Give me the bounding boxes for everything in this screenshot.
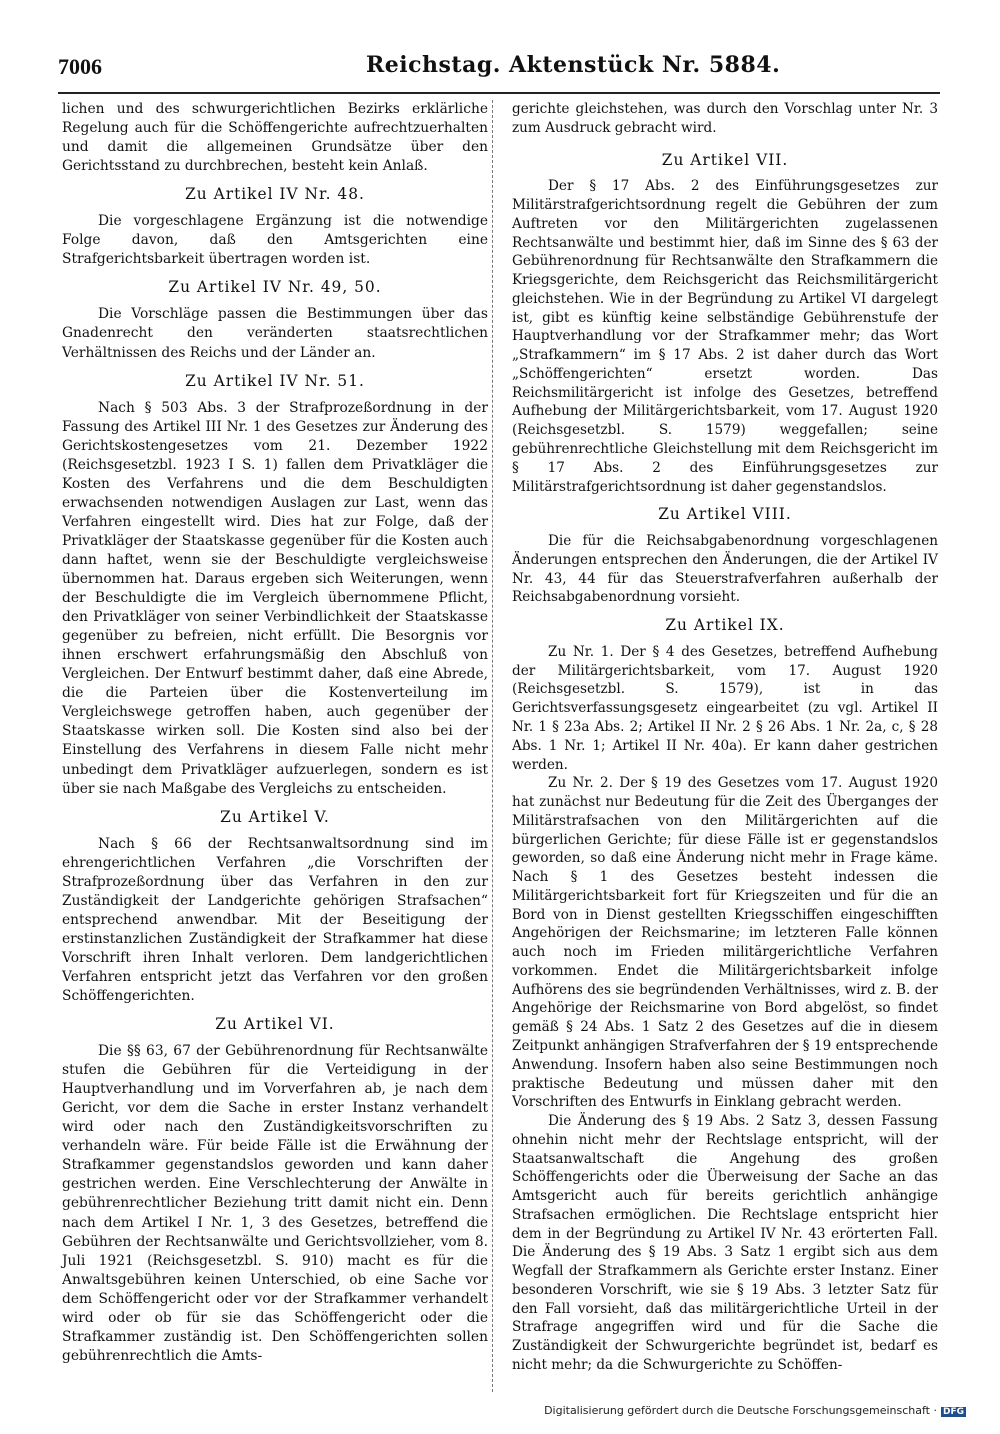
left-column [62,100,488,1366]
column-divider [492,100,493,1392]
credit-text: Digitalisierung gefördert durch die Deutsche Forschungsgemeinschaft · [544,1404,937,1417]
page-number: 7006 [58,54,102,79]
paragraph: Der § 17 Abs. 2 des Einführungsgesetzes zur Militärstrafgerichtsordnung regelt die Gebühren der zum Auftreten vor den Militärgerichten zugelassenen Rechtsanwälte und bestimmt hier, daß im Sinne des § 63 der Gebührenordnung für Rechtsanwälte den Strafkammern die Kriegsgerichte, dem Reichsgericht das Reichsmilitärgericht gleichstehen. Wie in der Begründung zu Artikel VI dargelegt ist, gibt es künftig keine selbständige Gebührenstufe der Hauptverhandlung vor der Strafkammer mehr; das Wort „Strafkammern“ im § 17 Abs. 2 ist daher durch das Wort „Schöffengerichten“ ersetzt worden. Das Reichsmilitärgericht ist infolge des Gesetzes, betreffend Aufhebung der Militärgerichtsbarkeit, vom 17. August 1920 (Reichsgesetzbl. S. 1579) weggefallen; seine gebührenrechtliche Gleichstellung mit dem Reichsgericht im § 17 Abs. 2 des Einführungsgesetzes zur Militärstrafgerichtsordnung ist daher gegenstandslos. [512,178,938,495]
paragraph: Zu Nr. 1. Der § 4 des Gesetzes, betreffend Aufhebung der Militärgerichtsbarkeit, vom 17. August 1920 (Reichsgesetzbl. S. 1579), ist in das Gerichtsverfassungsgesetz eingearbeitet (zu vgl. Artikel II Nr. 1 § 23a Abs. 2; Artikel II Nr. 2 § 26 Abs. 1 Nr. 2a, c, § 28 Abs. 1 Nr. 1; Artikel II Nr. 40a). Er kann daher gestrichen werden. [512,643,938,773]
section-heading: Zu Artikel VII. [661,150,789,169]
section-heading: Zu Artikel IV Nr. 48. [185,185,365,204]
paragraph: gerichte gleichstehen, was durch den Vorschlag unter Nr. 3 zum Ausdruck gebracht wird. [512,101,938,136]
paragraph: Die vorgeschlagene Ergänzung ist die notwendige Folge davon, daß den Amtsgerichten eine Strafgerichtsbarkeit übertragen worden ist. [62,213,488,268]
paragraph: Die Änderung des § 19 Abs. 2 Satz 3, dessen Fassung ohnehin nicht mehr der Rechtslage entspricht, will der Staatsanwaltschaft die Angehung des großen Schöffengerichts oder die Überweisung der Sache an das Amtsgericht auch für bereits gerichtlich anhängige Strafsachen ermöglichen. Die Rechtslage entspricht hier dem in der Begründung zu Artikel IV Nr. 43 erörterten Fall. Die Änderung des § 19 Abs. 3 Satz 1 ergibt sich aus dem Wegfall der Strafkammern als Gerichte erster Instanz. Einer besonderen Vorschrift, wie sie § 19 Abs. 3 letzter Satz für den Fall vorsieht, daß das militärgerichtliche Urteil in der Strafrage angegriffen wird und für die Sache die Zuständigkeit der Schwurgerichte begründet ist, bedarf es nicht mehr; da die Schwurgerichte zu Schöffen- [512,1113,938,1373]
paragraph: Die für die Reichsabgabenordnung vorgeschlagenen Änderungen entsprechen den Änderungen, die der Artikel IV Nr. 43, 44 für das Steuerstrafverfahren außerhalb der Reichsabgabenordnung vorsieht. [512,533,938,606]
section-heading: Zu Artikel IV Nr. 51. [185,371,365,390]
section-heading: Zu Artikel VI. [215,1015,335,1034]
section-heading: Zu Artikel VIII. [658,505,792,524]
paragraph: Nach § 503 Abs. 3 der Strafprozeßordnung in der Fassung des Artikel III Nr. 1 des Gesetzes zur Änderung des Gerichtskostengesetzes vom 21. Dezember 1922 (Reichsgesetzbl. 1923 I S. 1) fallen dem Privatkläger die Kosten des Verfahrens und die dem Beschuldigten erwachsenden notwendigen Auslagen zur Last, wenn das Verfahren eingestellt wird. Dies hat zur Folge, daß der Privatkläger der Staatskasse gegenüber für die Kosten auch dann haftet, wenn sie der Beschuldigte vergleichsweise übernommen hat. Daraus ergeben sich Weiterungen, wenn der Beschuldigte die im Vergleich übernommene Pflicht, den Privatkläger von seiner Verbindlichkeit der Staatskasse gegenüber zu befreien, nicht erfüllt. Die Besorgnis vor ihnen erschwert erfahrungsmäßig den Abschluß von Vergleichen. Der Entwurf bestimmt daher, daß eine Abrede, die die Parteien über die Kostenverteilung im Vergleichswege getroffen haben, auch gegenüber der Staatskasse wirken soll. Die Kosten sind also bei der Einstellung des Verfahrens in diesem Falle nicht mehr unbedingt dem Privatkläger aufzuerlegen, sondern es ist über sie nach Maßgabe des Vergleichs zu entscheiden. [62,399,488,797]
paragraph: lichen und des schwurgerichtlichen Bezirks erklärliche Regelung auch für die Schöffengerichte aufrechtzuerhalten und damit die allgemeinen Grundsätze über den Gerichtsstand zu durchbrechen, besteht kein Anlaß. [62,101,488,175]
paragraph: Zu Nr. 2. Der § 19 des Gesetzes vom 17. August 1920 hat zunächst nur Bedeutung für die Zeit des Überganges der Militärstrafsachen von den Militärgerichten auf die bürgerlichen Gerichte; für diese Fälle ist er gegenstandslos geworden, so daß eine Änderung nicht mehr in Frage käme. Nach § 1 des Gesetzes besteht indessen die Militärgerichtsbarkeit fort für Kriegszeiten und für die an Bord von in Dienst gestellten Kriegsschiffen eingeschifften Angehörigen der Reichsmarine; im letzteren Falle können auch noch im Frieden militärgerichtliche Verfahren vorkommen. Endet die Militärgerichtsbarkeit infolge Aufhörens des sie begründenden Verhältnisses, wird z. B. der Angehörige der Reichsmarine von Bord abgelöst, so findet gemäß § 24 Abs. 1 Satz 2 des Gesetzes auf die in diesem Zeitpunkt anhängigen Strafverfahren der § 19 entsprechende Anwendung. Insofern haben also seine Bestimmungen noch praktische Bedeutung und müssen daher mit den Vorschriften des Entwurfs in Einklang gebracht werden. [512,775,938,1111]
running-title: Reichstag. Aktenstück Nr. 5884. [366,52,781,78]
section-heading: Zu Artikel IV Nr. 49, 50. [168,278,382,297]
paragraph: Die Vorschläge passen die Bestimmungen über das Gnadenrecht den veränderten staatsrechtlichen Verhältnissen des Reichs und der Länder an. [62,306,488,361]
paragraph: Die §§ 63, 67 der Gebührenordnung für Rechtsanwälte stufen die Gebühren für die Verteidigung in der Hauptverhandlung und im Vorverfahren ab, je nach dem Gericht, vor dem die Sache in erster Instanz verhandelt wird oder nach den Zuständigkeitsvorschriften zu verhandeln wäre. Für beide Fälle ist die Erwähnung der Strafkammer gegenstandslos geworden und kann daher gestrichen werden. Eine Verschlechterung der Anwälte in gebührenrechtlicher Beziehung tritt damit nicht ein. Denn nach dem Artikel I Nr. 1, 3 des Gesetzes, betreffend die Gebühren der Rechtsanwälte und Gerichtsvollzieher, vom 8. Juli 1921 (Reichsgesetzbl. S. 910) macht es für die Anwaltsgebühren keinen Unterschied, ob eine Sache vor dem Schöffengericht oder vor der Strafkammer verhandelt wird oder ob für sie das Schöffengericht oder die Strafkammer zuständig ist. Den Schöffengerichten sollen gebührenrechtlich die Amts- [62,1043,488,1364]
header-rule [58,92,940,94]
section-heading: Zu Artikel IX. [665,616,785,635]
dfg-logo: DFG [942,1407,964,1417]
section-heading: Zu Artikel V. [220,807,330,826]
page-header [58,52,938,82]
right-column [512,100,938,1375]
paragraph: Nach § 66 der Rechtsanwaltsordnung sind im ehrengerichtlichen Verfahren „die Vorschriften der Strafprozeßordnung über das Verfahren in den zur Zuständigkeit der Landgerichte gehörigen Strafsachen“ entsprechend anwendbar. Mit der Beseitigung der erstinstanzlichen Zuständigkeit der Strafkammer hat diese Vorschrift ihren Inhalt verloren. Dem landgerichtlichen Verfahren entspricht jetzt das Verfahren vor den großen Schöffengerichten. [62,835,488,1005]
digitization-credit [544,1404,966,1417]
